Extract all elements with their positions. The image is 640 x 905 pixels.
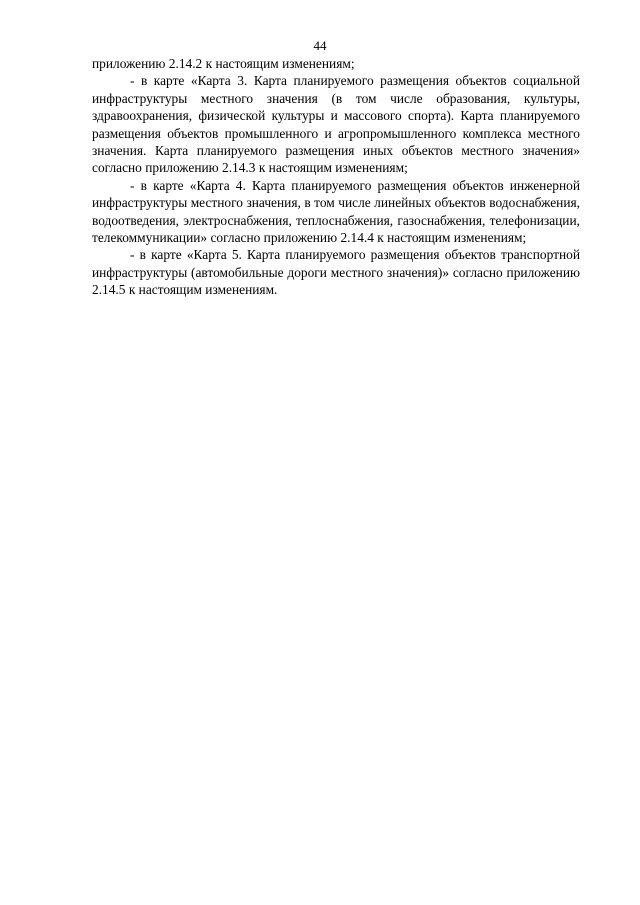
paragraph-map-5: - в карте «Карта 5. Карта планируемого размещения объектов транспортной инфраструктуры (автомобильные дороги местного значения)» согласно приложению 2.14.5 к настоящим изменениям. [92, 247, 580, 298]
paragraph-map-3: - в карте «Карта 3. Карта планируемого размещения объектов социальной инфраструктуры местного значения (в том числе образования, культуры, здравоохранения, физической культуры и массового спорта). Карта планируемого размещения объектов промышленного и агропромышленного комплекса местного значения. Карта планируемого размещения иных объектов местного значения» согласно приложению 2.14.3 к настоящим изменениям; [92, 73, 580, 176]
page-number: 44 [313, 38, 327, 53]
paragraph-continuation: приложению 2.14.2 к настоящим изменениям; [92, 56, 355, 71]
paragraph-map-4: - в карте «Карта 4. Карта планируемого размещения объектов инженерной инфраструктуры местного значения, в том числе линейных объектов водоснабжения, водоотведения, электроснабжения, теплоснабжения, газоснабжения, телефонизации, телекоммуникации» согласно приложению 2.14.4 к настоящим изменениям; [92, 177, 580, 246]
document-body [92, 55, 580, 299]
